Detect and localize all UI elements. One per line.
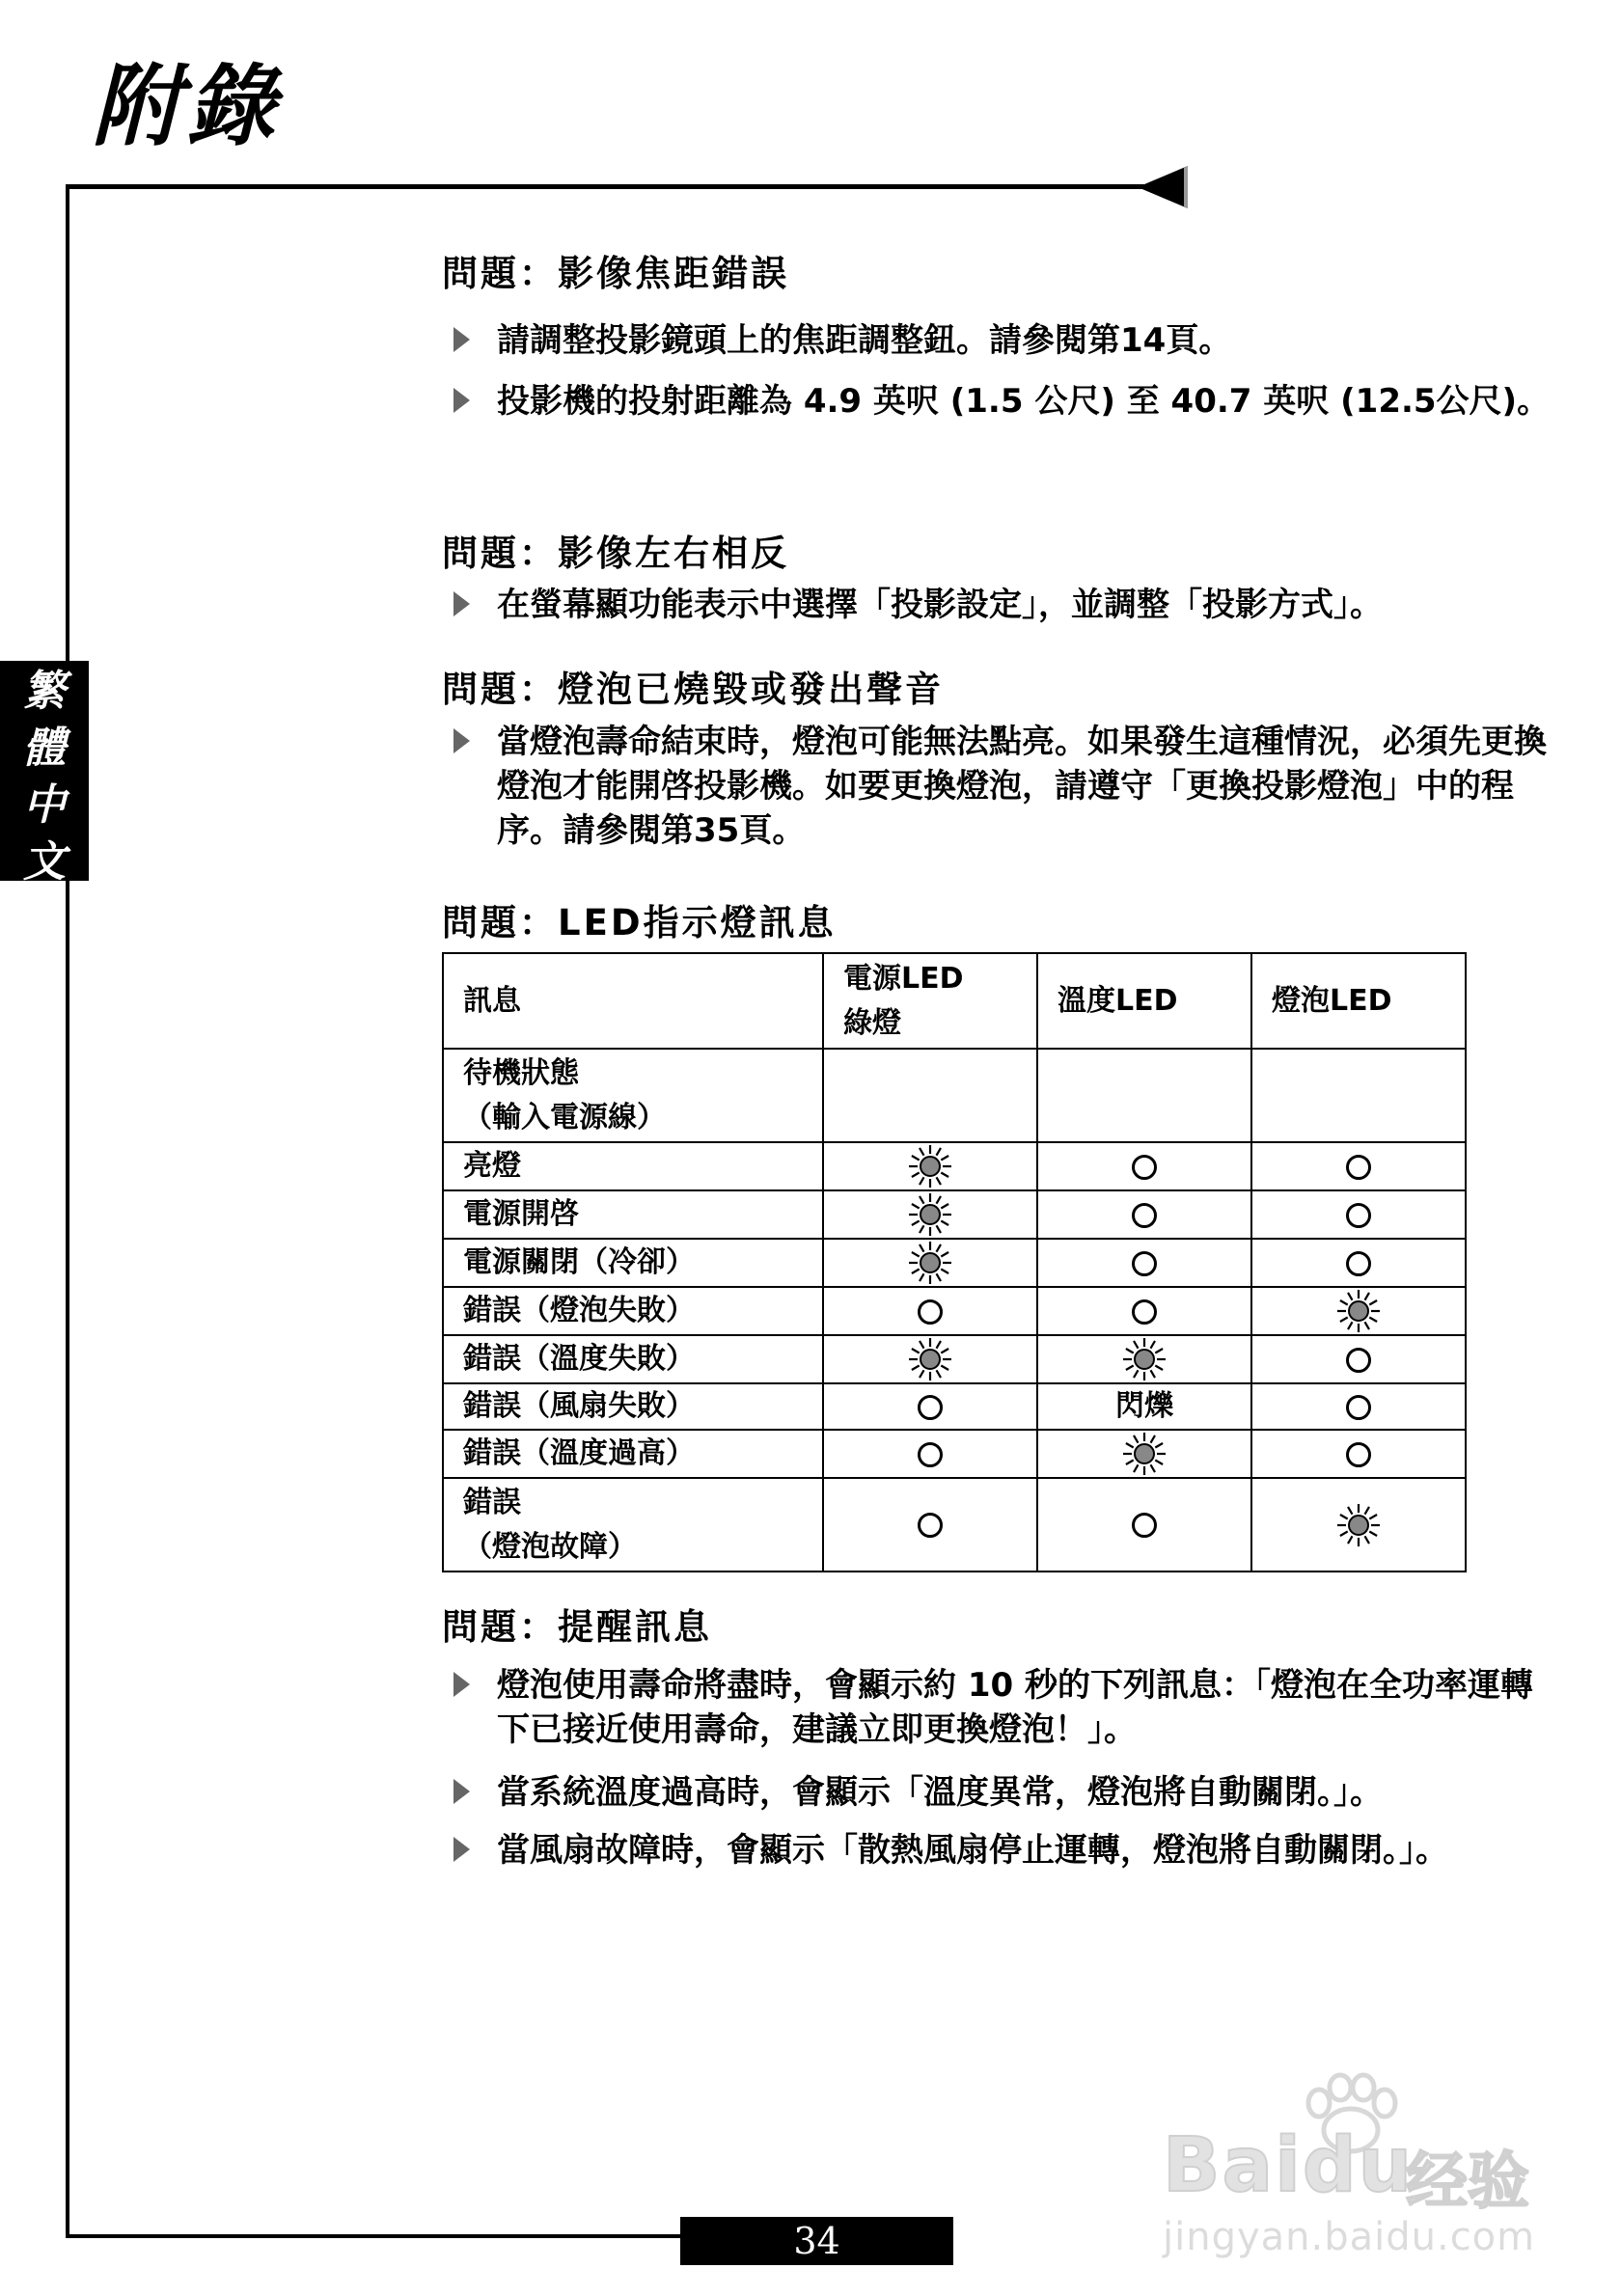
table-row <box>443 1142 1466 1190</box>
sun-burst-icon <box>907 1336 953 1382</box>
temp-led-cell <box>1037 1478 1251 1572</box>
page-title: 附錄 <box>92 55 282 158</box>
circle-icon <box>1346 1395 1371 1420</box>
table-row <box>443 1287 1466 1335</box>
message-text: 錯誤（溫度失敗） <box>463 1342 695 1376</box>
section-heading-reminder: 問題：提醒訊息 <box>442 1606 712 1648</box>
led-indicator-table <box>442 952 1467 1572</box>
table-row <box>443 1430 1466 1478</box>
temp-led-cell <box>1037 1287 1251 1335</box>
triangle-right-icon <box>453 327 470 352</box>
circle-icon <box>918 1442 943 1467</box>
sun-burst-icon <box>907 1240 953 1286</box>
power-led-cell <box>823 1049 1037 1142</box>
section-heading-mirror: 問題：影像左右相反 <box>442 533 789 574</box>
language-tab <box>0 661 89 887</box>
message-text: 電源開啓 <box>463 1197 579 1231</box>
column-header-line: 綠燈 <box>843 1005 901 1040</box>
arrow-left-icon <box>1134 162 1190 212</box>
sun-burst-icon <box>907 1143 953 1189</box>
message-cell <box>443 1430 823 1478</box>
column-header-power-led <box>823 953 1037 1049</box>
lamp-led-cell <box>1251 1383 1466 1430</box>
message-cell <box>443 1049 823 1142</box>
circle-icon <box>918 1299 943 1325</box>
power-led-cell <box>823 1287 1037 1335</box>
bullet-text: 當系統溫度過高時，會顯示「溫度異常，燈泡將自動關閉。」。 <box>497 1773 1383 1812</box>
sun-burst-icon <box>1121 1431 1168 1477</box>
message-text: 待機狀態 <box>463 1055 579 1090</box>
column-header-line: 電源LED <box>843 961 964 996</box>
circle-icon <box>1346 1203 1371 1228</box>
message-cell <box>443 1287 823 1335</box>
lamp-led-cell <box>1251 1478 1466 1572</box>
triangle-right-icon <box>453 1779 470 1804</box>
message-cell <box>443 1335 823 1383</box>
top-rule <box>66 184 1146 189</box>
circle-icon <box>1132 1299 1157 1325</box>
power-led-cell <box>823 1190 1037 1239</box>
message-text: （燈泡故障） <box>463 1529 637 1564</box>
message-cell <box>443 1383 823 1430</box>
table-row <box>443 1239 1466 1287</box>
circle-icon <box>1132 1203 1157 1228</box>
sun-burst-icon <box>1335 1288 1382 1334</box>
temp-led-cell <box>1037 1430 1251 1478</box>
watermark-url: jingyan.baidu.com <box>1163 2215 1536 2259</box>
lamp-led-cell <box>1251 1287 1466 1335</box>
power-led-cell <box>823 1239 1037 1287</box>
bullet-text: 投影機的投射距離為 4.9 英呎 (1.5 公尺) 至 40.7 英呎 (12.5公尺)。 <box>497 382 1551 421</box>
message-text: 電源關閉（冷卻） <box>463 1245 695 1279</box>
power-led-cell <box>823 1142 1037 1190</box>
circle-icon <box>1346 1348 1371 1373</box>
language-tab-char: 體 <box>23 724 66 773</box>
table-header-row <box>443 953 1466 1049</box>
sun-burst-icon <box>907 1191 953 1238</box>
circle-icon <box>1346 1442 1371 1467</box>
circle-icon <box>918 1513 943 1538</box>
power-led-cell <box>823 1335 1037 1383</box>
section-heading-led: 問題：LED指示燈訊息 <box>442 902 837 943</box>
lamp-led-cell <box>1251 1049 1466 1142</box>
circle-icon <box>1346 1251 1371 1276</box>
temp-led-cell <box>1037 1142 1251 1190</box>
circle-icon <box>1132 1251 1157 1276</box>
message-cell <box>443 1142 823 1190</box>
lamp-led-cell <box>1251 1430 1466 1478</box>
language-tab-char: 中 <box>23 780 66 830</box>
power-led-cell <box>823 1478 1037 1572</box>
message-cell <box>443 1239 823 1287</box>
bottom-rule <box>66 2234 680 2238</box>
message-text: 錯誤 <box>463 1485 521 1519</box>
watermark-brand: Baidu <box>1163 2122 1415 2209</box>
sun-burst-icon <box>1121 1336 1168 1382</box>
temp-led-cell <box>1037 1239 1251 1287</box>
watermark-cn: 经验 <box>1406 2146 1529 2218</box>
message-cell <box>443 1190 823 1239</box>
triangle-right-icon <box>453 591 470 616</box>
temp-led-cell <box>1037 1383 1251 1430</box>
message-text: 錯誤（溫度過高） <box>463 1436 695 1470</box>
temp-led-cell <box>1037 1049 1251 1142</box>
message-text: 亮燈 <box>463 1149 521 1183</box>
circle-icon <box>918 1395 943 1420</box>
watermark <box>1153 2072 1597 2265</box>
table-row <box>443 1049 1466 1142</box>
sun-burst-icon <box>1335 1502 1382 1548</box>
message-text: 錯誤（風扇失敗） <box>463 1389 695 1423</box>
table-row <box>443 1383 1466 1430</box>
power-led-cell <box>823 1430 1037 1478</box>
power-led-cell <box>823 1383 1037 1430</box>
left-rule <box>66 184 69 2237</box>
temp-led-cell <box>1037 1190 1251 1239</box>
table-row <box>443 1335 1466 1383</box>
column-header-lamp-led: 燈泡LED <box>1251 953 1466 1049</box>
language-tab-char: 繁 <box>23 667 66 716</box>
page-number: 34 <box>680 2217 953 2265</box>
table-row <box>443 1478 1466 1572</box>
bullet-text: 在螢幕顯功能表示中選擇「投影設定」，並調整「投影方式」。 <box>497 586 1383 624</box>
bullet-text: 當風扇故障時，會顯示「散熱風扇停止運轉，燈泡將自動關閉。」。 <box>497 1831 1448 1870</box>
bullet-text: 請調整投影鏡頭上的焦距調整鈕。請參閱第14頁。 <box>497 321 1232 360</box>
lamp-led-cell <box>1251 1190 1466 1239</box>
section-heading-focus: 問題：影像焦距錯誤 <box>442 253 789 294</box>
message-text: （輸入電源線） <box>463 1100 666 1134</box>
circle-icon <box>1346 1155 1371 1180</box>
triangle-right-icon <box>453 1837 470 1862</box>
triangle-right-icon <box>453 728 470 753</box>
message-cell <box>443 1478 823 1572</box>
temp-led-cell <box>1037 1335 1251 1383</box>
lamp-led-cell <box>1251 1239 1466 1287</box>
lamp-led-cell <box>1251 1335 1466 1383</box>
indicator-text: 閃爍 <box>1115 1389 1173 1423</box>
triangle-right-icon <box>453 1672 470 1697</box>
column-header-message: 訊息 <box>443 953 823 1049</box>
column-header-temp-led: 溫度LED <box>1037 953 1251 1049</box>
bullet-text: 當燈泡壽命結束時，燈泡可能無法點亮。如果發生這種情況，必須先更換燈泡才能開啓投影機。如要更換燈泡，請遵守「更換投影燈泡」中的程序。請參閱第35頁。 <box>497 723 1547 850</box>
section-heading-lamp: 問題：燈泡已燒毀或發出聲音 <box>442 669 944 710</box>
table-row <box>443 1190 1466 1239</box>
language-tab-char: 文 <box>23 837 66 887</box>
circle-icon <box>1132 1155 1157 1180</box>
circle-icon <box>1132 1513 1157 1538</box>
lamp-led-cell <box>1251 1142 1466 1190</box>
message-text: 錯誤（燈泡失敗） <box>463 1294 695 1327</box>
triangle-right-icon <box>453 388 470 413</box>
bullet-text: 燈泡使用壽命將盡時，會顯示約 10 秒的下列訊息：「燈泡在全功率運轉下已接近使用壽命，建議立即更換燈泡！」。 <box>497 1666 1533 1749</box>
